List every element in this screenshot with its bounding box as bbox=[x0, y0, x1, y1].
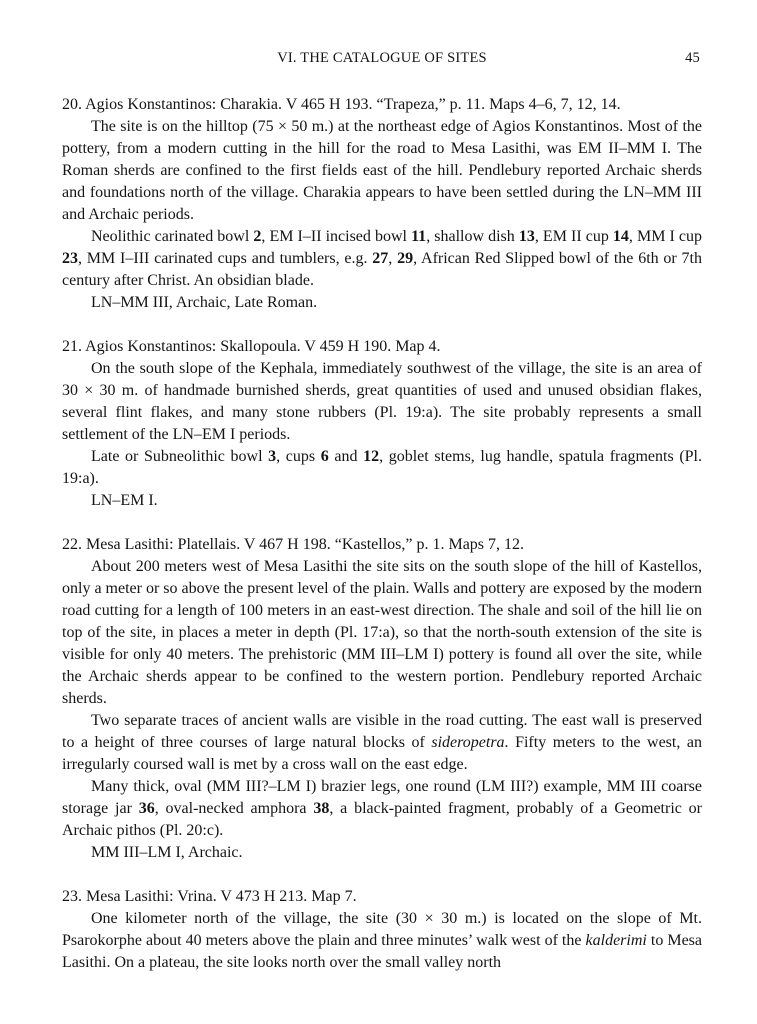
entry-description: The site is on the hilltop (75 × 50 m.) at the northeast edge of Agios Konstantinos. Most of the pottery, from a modern cutting in the hill for the road to Mesa Lasithi, was EM II–MM I. The Roman sherds are confined to the first fields east of the hill. Pendlebury reported Archaic sherds and foundations north of the village. Charakia appears to have been settled during the LN–MM III and Archaic periods. bbox=[62, 118, 702, 223]
entry-description: About 200 meters west of Mesa Lasithi the site sits on the south slope of the hill of Kastellos, only a meter or so above the present level of the plain. Walls and pottery are exposed by the modern road cutting for a length of 100 meters in an east-west direction. The shale and soil of the hill lie on top of the site, in places a meter in depth (Pl. 17:a), so that the north-south extension of the site is visible for only 40 meters. The prehistoric (MM III–LM I) pottery is found all over the site, while the Archaic sherds appear to be confined to the western portion. Pendlebury reported Archaic sherds. bbox=[62, 558, 702, 707]
entry-heading: 21. Agios Konstantinos: Skallopoula. V 459 H 190. Map 4. bbox=[62, 338, 441, 355]
page bbox=[62, 50, 702, 974]
site-entry-20 bbox=[62, 94, 702, 314]
running-head bbox=[62, 50, 702, 72]
page-number: 45 bbox=[685, 50, 700, 66]
entry-periods: MM III–LM I, Archaic. bbox=[91, 844, 243, 861]
entry-periods: LN–MM III, Archaic, Late Roman. bbox=[91, 294, 318, 311]
entry-description: One kilometer north of the village, the site (30 × 30 m.) is located on the slope of Mt. Psarokorphe about 40 meters above the plain and three minutes’ walk west of the kalderimi to Mesa Lasithi. On a plateau, the site looks north over the small valley north bbox=[62, 910, 703, 971]
entry-heading: 20. Agios Konstantinos: Charakia. V 465 H 193. “Trapeza,” p. 11. Maps 4–6, 7, 12, 14. bbox=[62, 96, 621, 113]
chapter-title: VI. THE CATALOGUE OF SITES bbox=[277, 50, 487, 66]
entry-periods: LN–EM I. bbox=[91, 492, 158, 509]
entry-description: On the south slope of the Kephala, immediately southwest of the village, the site is an area of 30 × 30 m. of handmade burnished sherds, great quantities of used and unused obsidian flakes, several flint flakes, and many stone rubbers (Pl. 19:a). The site probably represents a small settlement of the LN–EM I periods. bbox=[62, 360, 702, 443]
entry-finds: Many thick, oval (MM III?–LM I) brazier legs, one round (LM III?) example, MM III coarse storage jar 36, oval-necked amphora 38, a black-painted fragment, probably of a Geometric or Archaic pithos (Pl. 20:c). bbox=[62, 778, 703, 839]
site-entry-22 bbox=[62, 534, 702, 864]
site-entry-23 bbox=[62, 886, 702, 974]
entry-finds: Late or Subneolithic bowl 3, cups 6 and 12, goblet stems, lug handle, spatula fragments (Pl. 19:a). bbox=[62, 448, 703, 487]
site-entry-21 bbox=[62, 336, 702, 512]
entry-walls: Two separate traces of ancient walls are visible in the road cutting. The east wall is preserved to a height of three courses of large natural blocks of sideropetra. Fifty meters to the west, an irregularly coursed wall is met by a cross wall on the east edge. bbox=[62, 712, 702, 773]
entry-finds: Neolithic carinated bowl 2, EM I–II incised bowl 11, shallow dish 13, EM II cup 14, MM I cup 23, MM I–III carinated cups and tumblers, e.g. 27, 29, African Red Slipped bowl of the 6th or 7th century after Christ. An obsidian blade. bbox=[62, 228, 703, 289]
entry-heading: 22. Mesa Lasithi: Platellais. V 467 H 198. “Kastellos,” p. 1. Maps 7, 12. bbox=[62, 536, 525, 553]
entry-heading: 23. Mesa Lasithi: Vrina. V 473 H 213. Map 7. bbox=[62, 888, 357, 905]
